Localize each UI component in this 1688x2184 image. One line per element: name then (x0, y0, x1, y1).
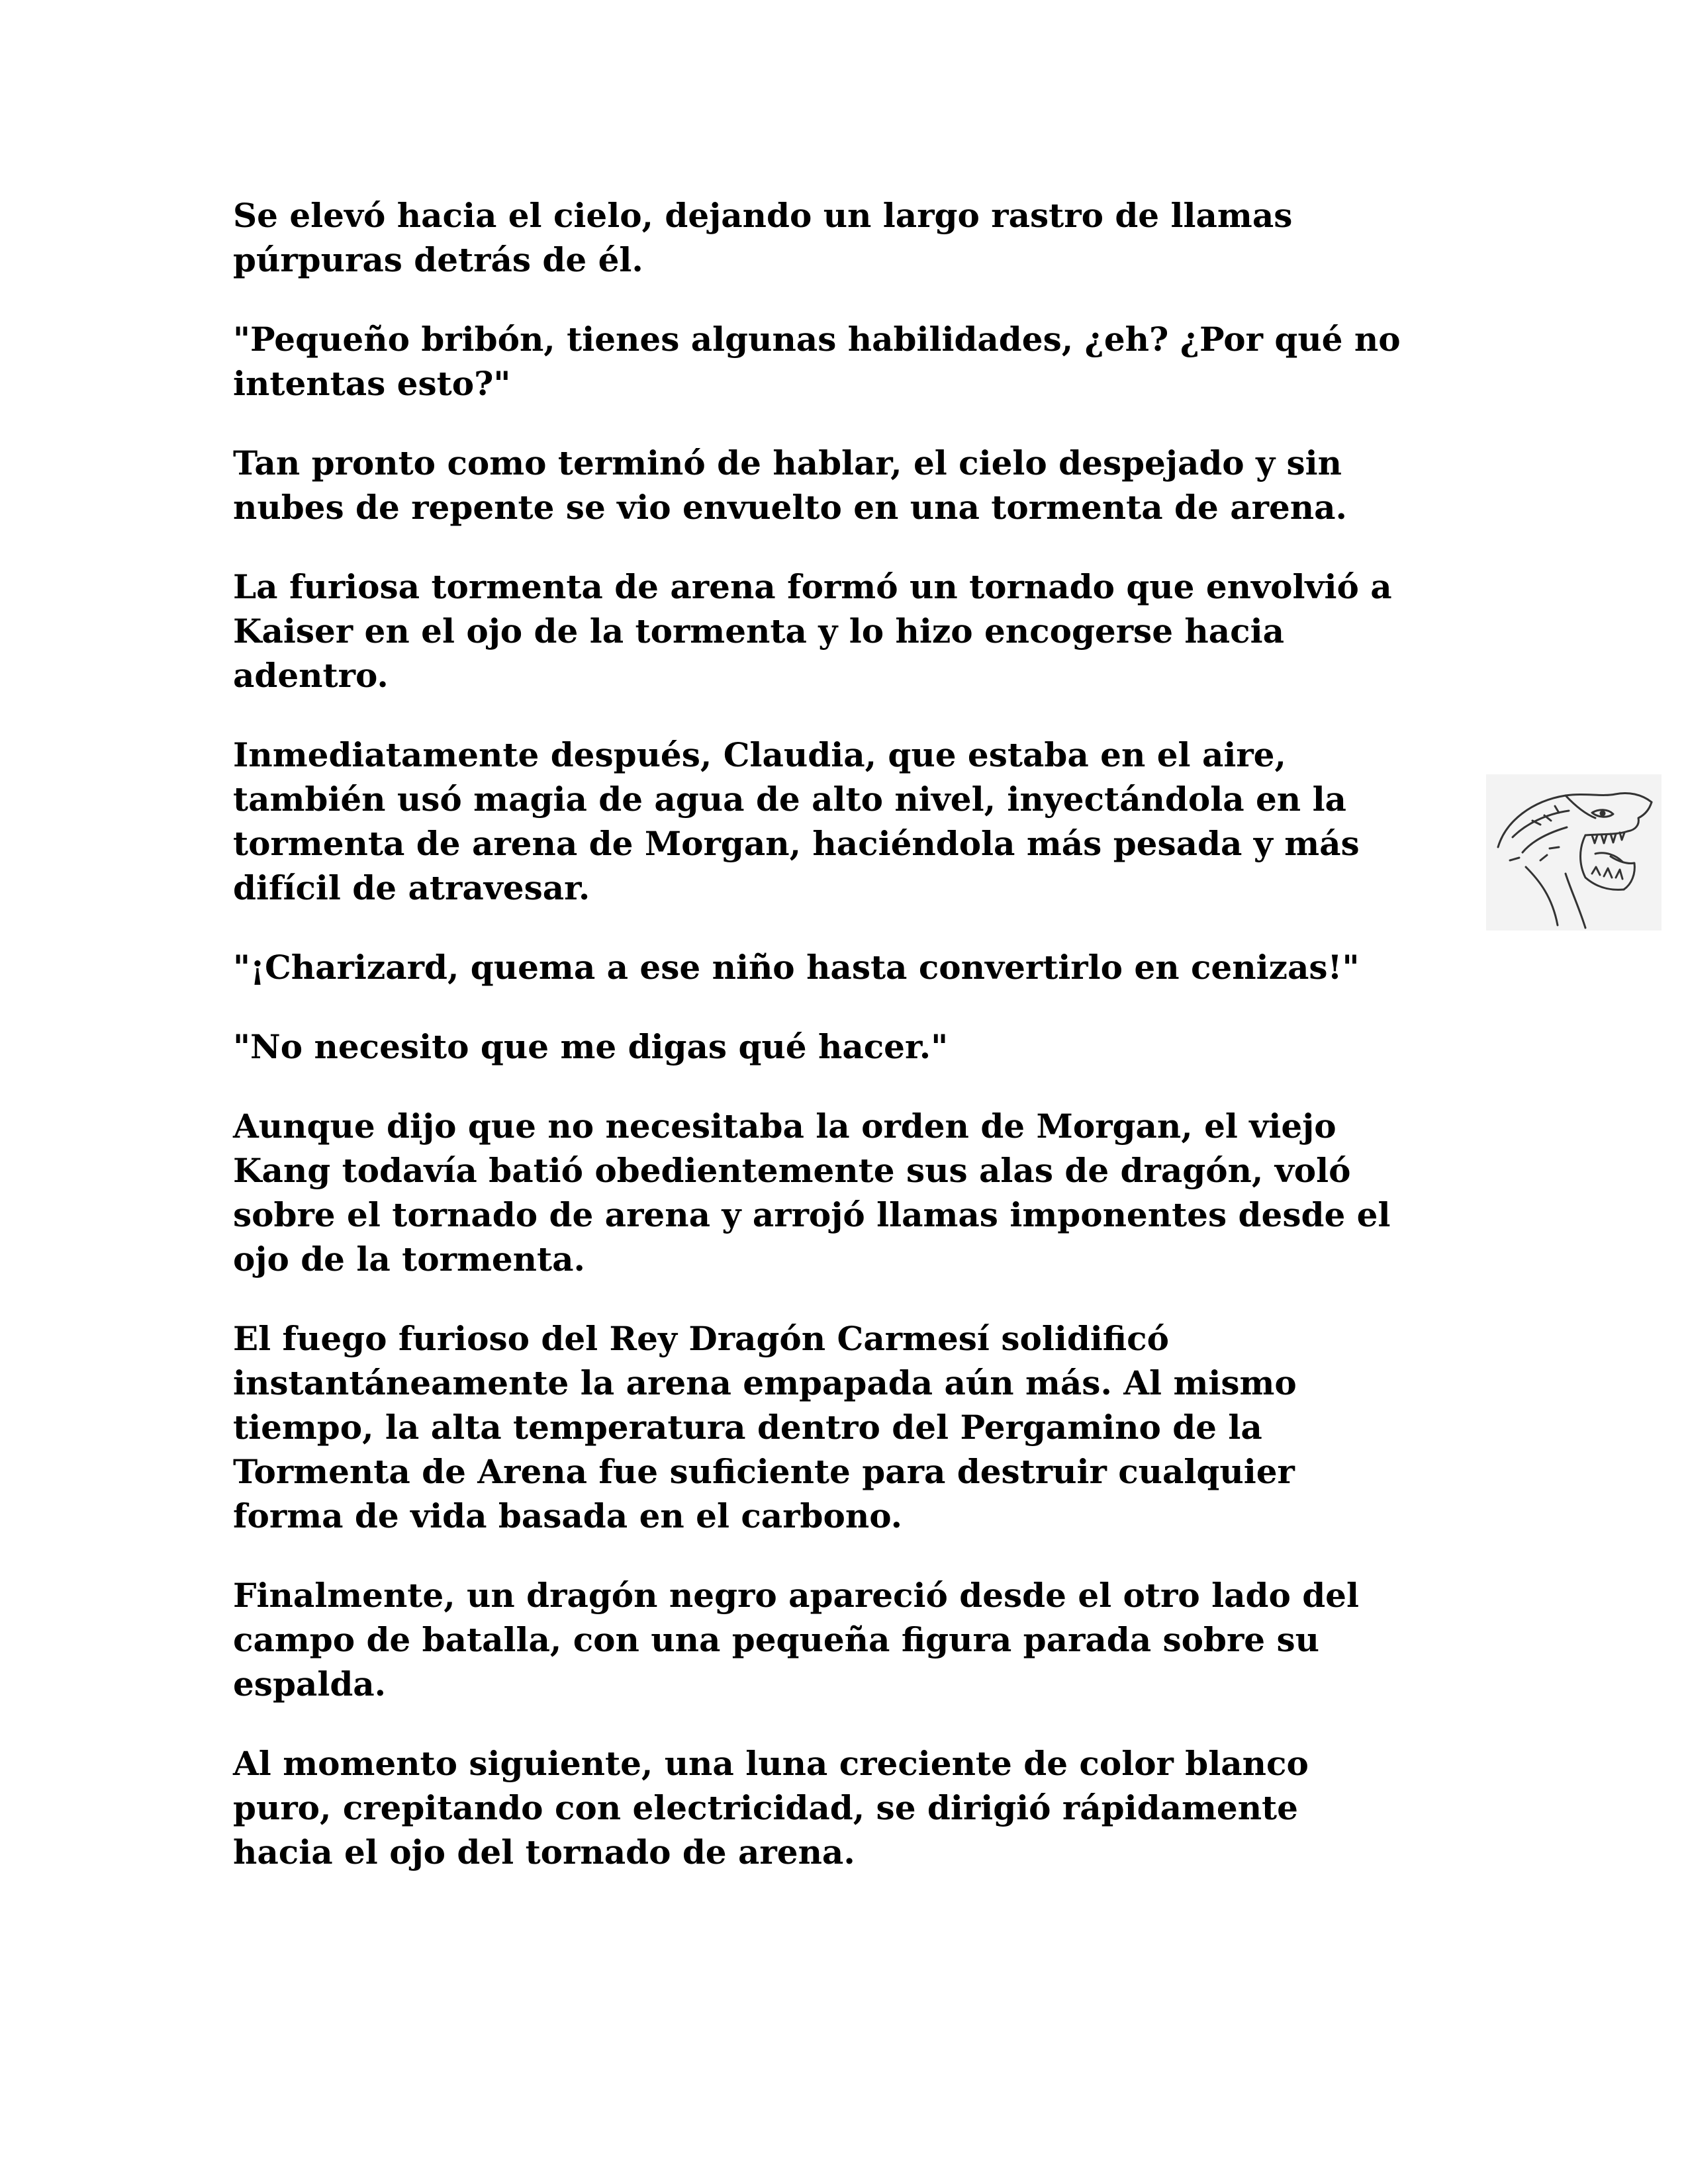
paragraph: Tan pronto como terminó de hablar, el cielo despejado y sin nubes de repente se vio envuelto en una tormenta de arena. (233, 443, 1347, 527)
paragraph: Aunque dijo que no necesitaba la orden de Morgan, el viejo Kang todavía batió obedientemente sus alas de dragón, voló sobre el tornado de arena y arrojó llamas imponentes desde el ojo de la tormenta. (233, 1107, 1391, 1279)
paragraph: La furiosa tormenta de arena formó un tornado que envolvió a Kaiser en el ojo de la tormenta y lo hizo encogerse hacia adentro. (233, 567, 1392, 695)
paragraph: El fuego furioso del Rey Dragón Carmesí solidificó instantáneamente la arena empapada aún más. Al mismo tiempo, la alta temperatura dentro del Pergamino de la Tormenta de Arena fue suficiente para destruir cualquier forma de vida basada en el carbono. (233, 1319, 1297, 1535)
paragraph: "Pequeño bribón, tienes algunas habilidades, ¿eh? ¿Por qué no intentas esto?" (233, 320, 1401, 403)
paragraph: Se elevó hacia el cielo, dejando un largo rastro de llamas púrpuras detrás de él. (233, 196, 1293, 279)
paragraph: Al momento siguiente, una luna creciente de color blanco puro, crepitando con electricidad, se dirigió rápidamente hacia el ojo del tornado de arena. (233, 1744, 1309, 1872)
dinosaur-head-sketch-icon (1486, 774, 1662, 931)
paragraph: "No necesito que me digas qué hacer." (233, 1027, 949, 1066)
paragraph: Inmediatamente después, Claudia, que estaba en el aire, también usó magia de agua de alto nivel, inyectándola en la tormenta de arena de Morgan, haciéndola más pesada y más difícil de atravesar. (233, 735, 1360, 907)
paragraph: "¡Charizard, quema a ese niño hasta convertirlo en cenizas!" (233, 948, 1360, 987)
paragraph: Finalmente, un dragón negro apareció desde el otro lado del campo de batalla, con una pequeña figura parada sobre su espalda. (233, 1576, 1359, 1704)
body-text (233, 193, 1477, 1909)
